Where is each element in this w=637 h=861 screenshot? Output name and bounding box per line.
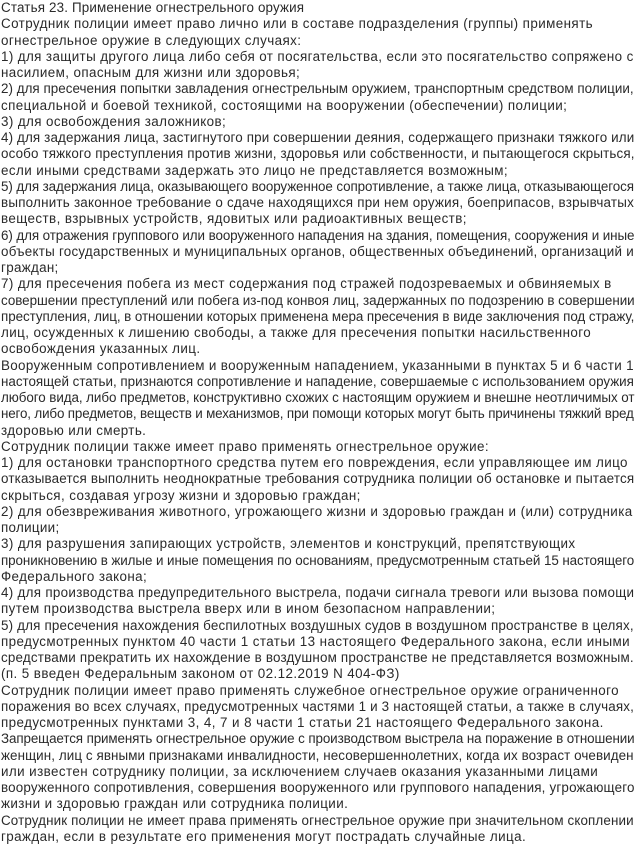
text-line: или известен сотруднику полиции, за исключением случаев оказания указанными лицами [1, 763, 599, 779]
text-line: преступления, лиц, в отношении которых применена мера пресечения в виде заключения под стражу, [1, 308, 635, 324]
text-line: веществ, взрывных устройств, ядовитых или радиоактивных веществ; [1, 211, 467, 227]
text-line: 7) для пресечения побега из мест содержания под стражей подозреваемых и обвиняемых в [1, 276, 612, 292]
text-line: путем производства выстрела вверх или в ином безопасном направлении; [1, 601, 496, 617]
text-line: 5) для задержания лица, оказывающего вооруженное сопротивление, а также лица, отказывающегося [1, 178, 634, 194]
text-line: Сотрудник полиции имеет право лично или в составе подразделения (группы) применять [1, 16, 594, 32]
text-line: любого вида, либо предметов, конструктивно схожих с настоящим оружием и внешне неотличимых от [1, 390, 635, 405]
text-line: скрыться, создавая угрозу жизни и здоровью граждан; [1, 487, 361, 503]
text-line: 2) для обезвреживания животного, угрожающего жизни и здоровью граждан и (или) сотрудника [1, 503, 633, 519]
text-line: огнестрельное оружие в следующих случаях: [1, 32, 302, 48]
text-line: 5) для пресечения нахождения беспилотных воздушных судов в воздушном пространстве в целях, [1, 617, 634, 633]
text-line: Вооруженным сопротивлением и вооруженным нападением, указанными в пунктах 5 и 6 части 1 [1, 357, 634, 373]
text-line: 3) для разрушения запирающих устройств, элементов и конструкций, препятствующих [1, 536, 576, 552]
text-line: предусмотренных пунктами 3, 4, 7 и 8 части 1 статьи 21 настоящего Федерального закона. [1, 715, 604, 730]
text-line: граждан; [1, 260, 59, 275]
text-line: (п. 5 введен Федеральным законом от 02.12.2019 N 404-ФЗ) [1, 666, 400, 682]
text-line: предусмотренных пунктом 40 части 1 статьи 13 настоящего Федерального закона, если иными [1, 633, 631, 649]
text-line: Сотрудник полиции также имеет право применять огнестрельное оружие: [1, 438, 490, 454]
text-line: объекты государственных и муниципальных органов, общественных объединений, организаций и [1, 243, 634, 259]
text-line: 4) для производства предупредительного выстрела, подачи сигнала тревоги или вызова помощи [1, 585, 635, 600]
text-line: выполнить законное требование о сдаче находящихся при нем оружия, боеприпасов, взрывчатых [1, 195, 635, 210]
text-line: Сотрудник полиции имеет право применять служебное огнестрельное оружие ограниченного [1, 682, 620, 698]
text-line: 3) для освобождения заложников; [1, 113, 227, 129]
text-line: жизни и здоровью граждан или сотрудника полиции. [1, 796, 349, 812]
text-line: женщин, лиц с явными признаками инвалидности, несовершеннолетних, когда их возраст очевиден [1, 747, 634, 763]
text-line: Запрещается применять огнестрельное оружие с производством выстрела на поражение в отношении [1, 731, 635, 747]
text-line: насилием, опасным для жизни или здоровья; [1, 65, 301, 80]
article-body [0, 16, 637, 861]
text-line: освобождения указанных лиц. [1, 341, 201, 357]
text-line: проникновению в жилые и иные помещения по основаниям, предусмотренным статьей 15 настоящего [1, 552, 635, 568]
text-line: особо тяжкого преступления против жизни, здоровья или собственности, и пытающегося скрыться, [1, 146, 635, 162]
text-line: 2) для пресечения попытки завладения огнестрельным оружием, транспортным средством полиции, [1, 81, 634, 97]
text-line: специальной и боевой техникой, состоящими на вооружении (обеспечении) полиции; [1, 97, 568, 113]
text-line: поражения во всех случаях, предусмотренных частями 1 и 3 настоящей статьи, а также в случаях, [1, 698, 635, 714]
article-title: Статья 23. Применение огнестрельного оружия [1, 0, 305, 15]
text-line: лиц, осужденных к лишению свободы, а также для пресечения попытки насильственного [1, 325, 592, 340]
text-line: граждан, если в результате его применения могут пострадать случайные лица. [1, 828, 527, 844]
text-line: Федерального закона; [1, 568, 148, 584]
text-line: вооруженного сопротивления, совершения вооруженного или группового нападения, угрожающего [1, 780, 635, 795]
text-line: средствами прекратить их нахождение в воздушном пространстве не представляется возможным. [1, 650, 634, 665]
text-line: него, либо предметов, веществ и механизмов, при помощи которых могут быть причинены тяжкий вред [1, 406, 634, 422]
text-line: 1) для защиты другого лица либо себя от посягательства, если это посягательство сопряжено с [1, 48, 634, 64]
text-line: совершении преступлений или побега из-под конвоя лиц, задержанных по подозрению в совершении [1, 292, 635, 308]
text-line: здоровью или смерть. [1, 422, 147, 438]
text-line: 1) для остановки транспортного средства путем его повреждения, если управляющее им лицо [1, 455, 628, 470]
text-line: 4) для задержания лица, застигнутого при совершении деяния, содержащего признаки тяжкого или [1, 130, 635, 145]
text-line: настоящей статьи, признаются сопротивление и нападение, совершаемые с использованием оружия [1, 373, 634, 389]
text-line [0, 845, 637, 861]
text-line: полиции; [1, 520, 60, 535]
text-line: если иными средствами задержать это лицо не представляется возможным; [1, 162, 509, 178]
text-line: 6) для отражения группового или вооруженного нападения на здания, помещения, сооружения и иные [1, 227, 635, 243]
text-line: отказывается выполнить неоднократные требования сотрудника полиции об остановке и пытается [1, 471, 635, 487]
text-line: Сотрудник полиции не имеет права применять огнестрельное оружие при значительном скоплении [1, 812, 634, 828]
